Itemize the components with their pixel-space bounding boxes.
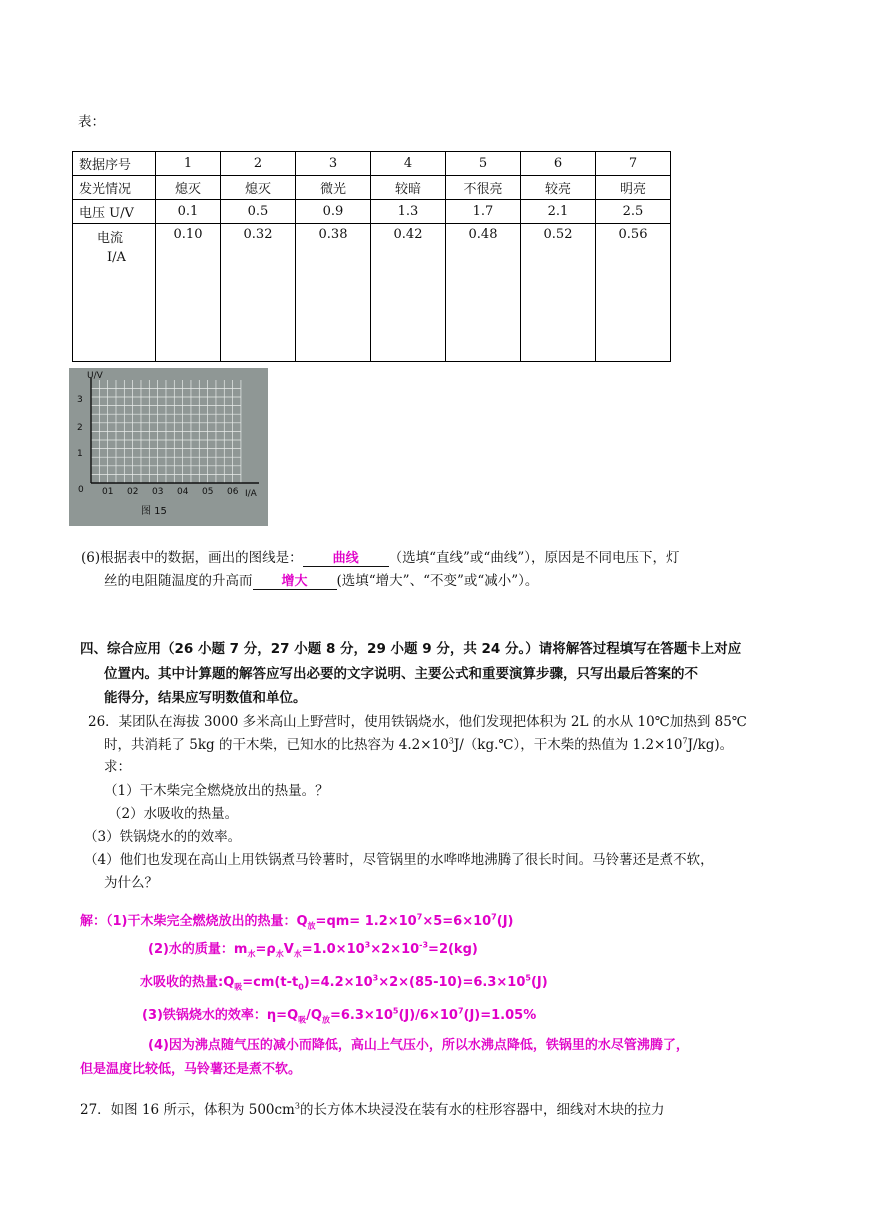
x-tick-label: 04 — [177, 487, 189, 497]
q26-part-4: （4）他们也发现在高山上用铁锅煮马铃薯时，尽管锅里的水哗哗地沸腾了很长时间。马铃薯还是煮不软， — [84, 852, 714, 868]
table-row — [73, 176, 671, 200]
x-tick-label: 02 — [127, 487, 139, 497]
superscript: 7 — [457, 1006, 464, 1016]
current-unit: I/A — [107, 250, 126, 265]
table-row-label: 发光情况 — [73, 176, 156, 200]
table-cell: 0.42 — [371, 224, 446, 362]
superscript: 3 — [448, 736, 454, 746]
q27-text: 的长方体木块浸没在装有水的柱形容器中，细线对木块的拉力 — [299, 1102, 665, 1118]
superscript: 7 — [491, 912, 497, 922]
table-row — [73, 152, 671, 176]
solution-text: )=4.2×10 — [303, 975, 373, 990]
solution-step-5-cont: 但是温度比较低，马铃薯还是煮不软。 — [80, 1062, 302, 1077]
table-row — [73, 224, 671, 362]
q26-part-4-cont: 为什么？ — [104, 875, 158, 891]
table-cell: 2.1 — [521, 200, 596, 224]
table-cell: 0.10 — [156, 224, 221, 362]
q26-part-2: （2）水吸收的热量。 — [108, 806, 239, 822]
q26-line-2 — [104, 733, 733, 753]
subscript: 吸 — [298, 1015, 307, 1025]
q26-line-3: 求： — [104, 759, 131, 775]
solution-step-1 — [80, 910, 513, 932]
figure-15-graph — [69, 368, 268, 526]
q6-text: (6)根据表中的数据，画出的图线是： — [81, 550, 303, 566]
section-4-line-3: 能得分，结果应写明数值和单位。 — [104, 690, 307, 706]
table-row — [73, 200, 671, 224]
q6-text: （选填“直线”或“曲线”），原因是不同电压下，灯 — [388, 550, 680, 566]
solution-text: ×2×(85-10)=6.3×10 — [378, 975, 526, 990]
solution-text: (J) — [530, 975, 548, 990]
section-4-line-1: 四、综合应用（26 小题 7 分，27 小题 8 分，29 小题 9 分，共 24 分。）请将解答过程填写在答题卡上对应 — [80, 641, 742, 657]
superscript: 3 — [364, 940, 371, 950]
y-tick-label: 2 — [77, 423, 83, 433]
q6-text: (选填“增大”、“不变”或“减小”）。 — [336, 573, 539, 589]
section-4-line-2: 位置内。其中计算题的解答应写出必要的文字说明、主要公式和重要演算步骤，只写出最后答案的不 — [104, 666, 698, 682]
table-row-label — [73, 224, 156, 362]
q27-line-1 — [80, 1098, 664, 1118]
x-tick-label: 03 — [152, 487, 164, 497]
solution-text: =1.0×10 — [301, 942, 365, 957]
subscript: 水 — [293, 949, 302, 959]
superscript: 5 — [525, 973, 531, 983]
table-cell: 3 — [296, 152, 371, 176]
x-tick-label: 01 — [102, 487, 114, 497]
solution-text: (J)=1.05% — [463, 1008, 537, 1023]
q26-text: 时，共消耗了 5kg 的干木柴，已知水的比热容为 4.2×10 — [104, 737, 449, 753]
table-cell: 0.52 — [521, 224, 596, 362]
table-cell: 6 — [521, 152, 596, 176]
y-tick-label: 1 — [77, 449, 83, 459]
table-cell: 1.7 — [446, 200, 521, 224]
solution-step-5: (4)因为沸点随气压的减小而降低，高山上气压小，所以水沸点降低，铁锅里的水尽管沸腾了， — [148, 1038, 689, 1053]
table-cell: 0.56 — [596, 224, 671, 362]
q26-part-1: （1）干木柴完全燃烧放出的热量。？ — [104, 783, 329, 799]
q6-answer-2: 增大 — [281, 574, 308, 589]
subscript: 放 — [307, 921, 316, 931]
superscript: 5 — [392, 1006, 399, 1016]
table-cell: 7 — [596, 152, 671, 176]
solution-text: (J)/6×10 — [398, 1008, 458, 1023]
solution-text: =2(kg) — [428, 942, 478, 957]
table-cell: 1.3 — [371, 200, 446, 224]
figure-caption: 图 15 — [141, 506, 167, 517]
table-cell: 1 — [156, 152, 221, 176]
q26-part-3: （3）铁锅烧水的的效率。 — [84, 829, 242, 845]
table-cell: 熄灭 — [221, 176, 296, 200]
table-cell: 0.1 — [156, 200, 221, 224]
subscript: 吸 — [234, 982, 243, 992]
superscript: 7 — [682, 736, 688, 746]
table-cell: 2.5 — [596, 200, 671, 224]
solution-text: V — [283, 942, 294, 957]
y-tick-label: 3 — [77, 395, 83, 405]
intro-text: 表： — [78, 114, 105, 130]
table-cell: 较亮 — [521, 176, 596, 200]
q26-text: J/kg)。 — [687, 737, 734, 753]
table-cell: 明亮 — [596, 176, 671, 200]
graph-svg — [69, 368, 268, 526]
solution-text: /Q — [306, 1008, 322, 1023]
q26-line-1: 26．某团队在海拔 3000 多米高山上野营时，使用铁锅烧水，他们发现把体积为 2L 的水从 10℃加热到 85℃ — [88, 714, 747, 730]
subscript: 水 — [247, 949, 256, 959]
table-cell: 0.38 — [296, 224, 371, 362]
q6-text: 丝的电阻随温度的升高而 — [104, 573, 253, 589]
solution-step-4 — [142, 1004, 536, 1026]
superscript: 3 — [294, 1101, 300, 1111]
solution-text: ×2×10 — [370, 942, 420, 957]
table-cell: 较暗 — [371, 176, 446, 200]
solution-text: =qm= 1.2×10 — [315, 914, 417, 929]
table-cell: 0.32 — [221, 224, 296, 362]
solution-step-2 — [148, 938, 478, 960]
q6-answer-blank-1 — [303, 547, 389, 567]
x-tick-label: 0 — [78, 485, 84, 495]
solution-step-3 — [140, 971, 548, 993]
q6-answer-1: 曲线 — [332, 551, 359, 566]
current-label: 电流 — [97, 231, 124, 246]
superscript: 3 — [372, 973, 379, 983]
table-cell: 微光 — [296, 176, 371, 200]
solution-text: (J) — [496, 914, 514, 929]
subscript: 水 — [275, 949, 284, 959]
x-tick-label: 05 — [202, 487, 214, 497]
x-tick-label: 06 — [227, 487, 239, 497]
table-row-label: 电压 U/V — [73, 200, 156, 224]
table-cell: 0.5 — [221, 200, 296, 224]
solution-text: 水吸收的热量:Q — [140, 975, 235, 990]
table-cell: 5 — [446, 152, 521, 176]
table-header-label: 数据序号 — [73, 152, 156, 176]
solution-text: =cm(t-t — [242, 975, 299, 990]
y-axis-label: U/V — [87, 371, 103, 381]
q6-line-1 — [81, 546, 679, 567]
q27-text: 27．如图 16 所示，体积为 500cm — [80, 1102, 295, 1118]
table-cell: 0.48 — [446, 224, 521, 362]
superscript: 7 — [416, 912, 423, 922]
subscript: 0 — [298, 982, 304, 992]
solution-text: =ρ — [255, 942, 276, 957]
table-cell: 2 — [221, 152, 296, 176]
superscript: -3 — [419, 940, 429, 950]
table-cell: 0.9 — [296, 200, 371, 224]
x-axis-label: I/A — [245, 489, 257, 499]
q6-line-2 — [104, 569, 538, 590]
solution-text: (3)铁锅烧水的效率：η=Q — [142, 1008, 299, 1023]
solution-text: 解：（1)干木柴完全燃烧放出的热量：Q — [80, 914, 308, 929]
solution-text: (2)水的质量：m — [148, 942, 248, 957]
solution-text: =6.3×10 — [329, 1008, 393, 1023]
table-cell: 4 — [371, 152, 446, 176]
q26-text: J/（kg.℃），干木柴的热值为 1.2×10 — [453, 737, 683, 753]
solution-text: ×5=6×10 — [422, 914, 492, 929]
data-table — [72, 151, 671, 362]
subscript: 放 — [321, 1015, 330, 1025]
table-cell: 不很亮 — [446, 176, 521, 200]
table-cell: 熄灭 — [156, 176, 221, 200]
q6-answer-blank-2 — [253, 570, 337, 590]
